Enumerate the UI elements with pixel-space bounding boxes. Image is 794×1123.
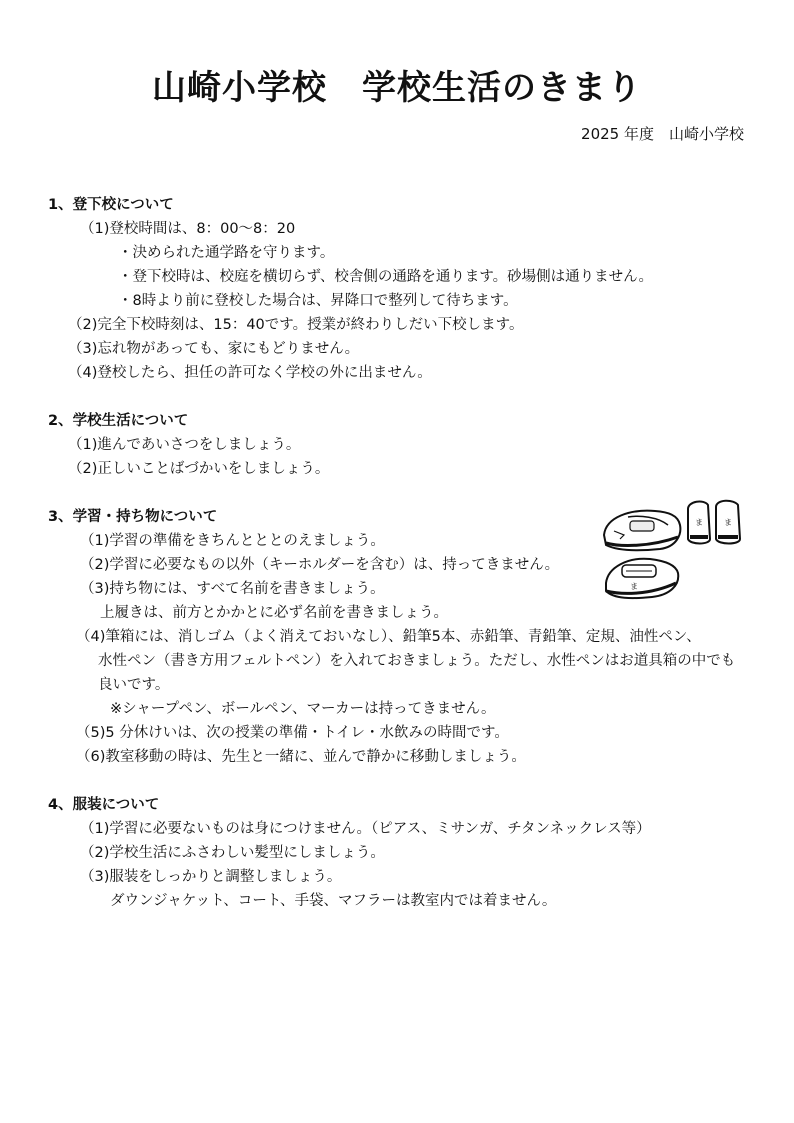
list-item: （2)学習に必要なもの以外（キーホルダーを含む）は、持ってきません。 [80, 557, 560, 573]
list-item: 良いです。 [98, 677, 170, 693]
page-title: 山崎小学校 学校生活のきまり [152, 68, 642, 108]
list-item: （4)登校したら、担任の許可なく学校の外に出ません。 [68, 365, 432, 381]
list-item: （2)学校生活にふさわしい髪型にしましょう。 [80, 845, 385, 861]
list-item: （4)筆箱には、消しゴム（よく消えておいなし）、鉛筆5本、赤鉛筆、青鉛筆、定規、油性ペン、 [76, 629, 701, 645]
list-item: ・8時より前に登校した場合は、昇降口で整列して待ちます。 [118, 293, 518, 309]
list-item: （3)服装をしっかりと調整しましょう。 [80, 869, 342, 885]
indoor-shoes-illustration [600, 495, 758, 607]
list-item: （1)進んであいさつをしましょう。 [68, 437, 301, 453]
list-item: 水性ペン（書き方用フェルトペン）を入れておきましょう。ただし、水性ペンはお道具箱の中でも [98, 653, 736, 669]
svg-text:ま: ま [695, 518, 703, 527]
list-item: （2)完全下校時刻は、15：40です。授業が終わりしだい下校します。 [68, 317, 524, 333]
svg-text:ま: ま [724, 518, 732, 527]
svg-text:ま: ま [630, 582, 638, 591]
list-item: （2)正しいことばづかいをしましょう。 [68, 461, 330, 477]
section-heading: 2、学校生活について [48, 413, 189, 429]
list-item: （5)5 分休けいは、次の授業の準備・トイレ・水飲みの時間です。 [76, 725, 509, 741]
section-heading: 4、服装について [48, 797, 160, 813]
section-heading: 3、学習・持ち物について [48, 509, 218, 525]
list-item: （1)学習の準備をきちんとととのえましょう。 [80, 533, 385, 549]
list-item: ・決められた通学路を守ります。 [118, 245, 335, 261]
list-item: ・登下校時は、校庭を横切らず、校舎側の通路を通ります。砂場側は通りません。 [118, 269, 654, 285]
document-meta: 2025 年度 山崎小学校 [581, 125, 744, 143]
list-item: ダウンジャケット、コート、手袋、マフラーは教室内では着ません。 [110, 893, 557, 909]
list-item: （3)持ち物には、すべて名前を書きましょう。 [80, 581, 385, 597]
list-item: （1)学習に必要ないものは身につけません。（ピアス、ミサンガ、チタンネックレス等） [80, 821, 651, 837]
section-heading: 1、登下校について [48, 197, 174, 213]
list-item: （3)忘れ物があっても、家にもどりません。 [68, 341, 360, 357]
list-item: 上履きは、前方とかかとに必ず名前を書きましょう。 [100, 605, 448, 621]
list-item: （6)教室移動の時は、先生と一緒に、並んで静かに移動しましょう。 [76, 749, 526, 765]
list-item: ※シャープペン、ボールペン、マーカーは持ってきません。 [110, 701, 496, 717]
list-item: （1)登校時間は、8：00～8：20 [80, 221, 296, 237]
